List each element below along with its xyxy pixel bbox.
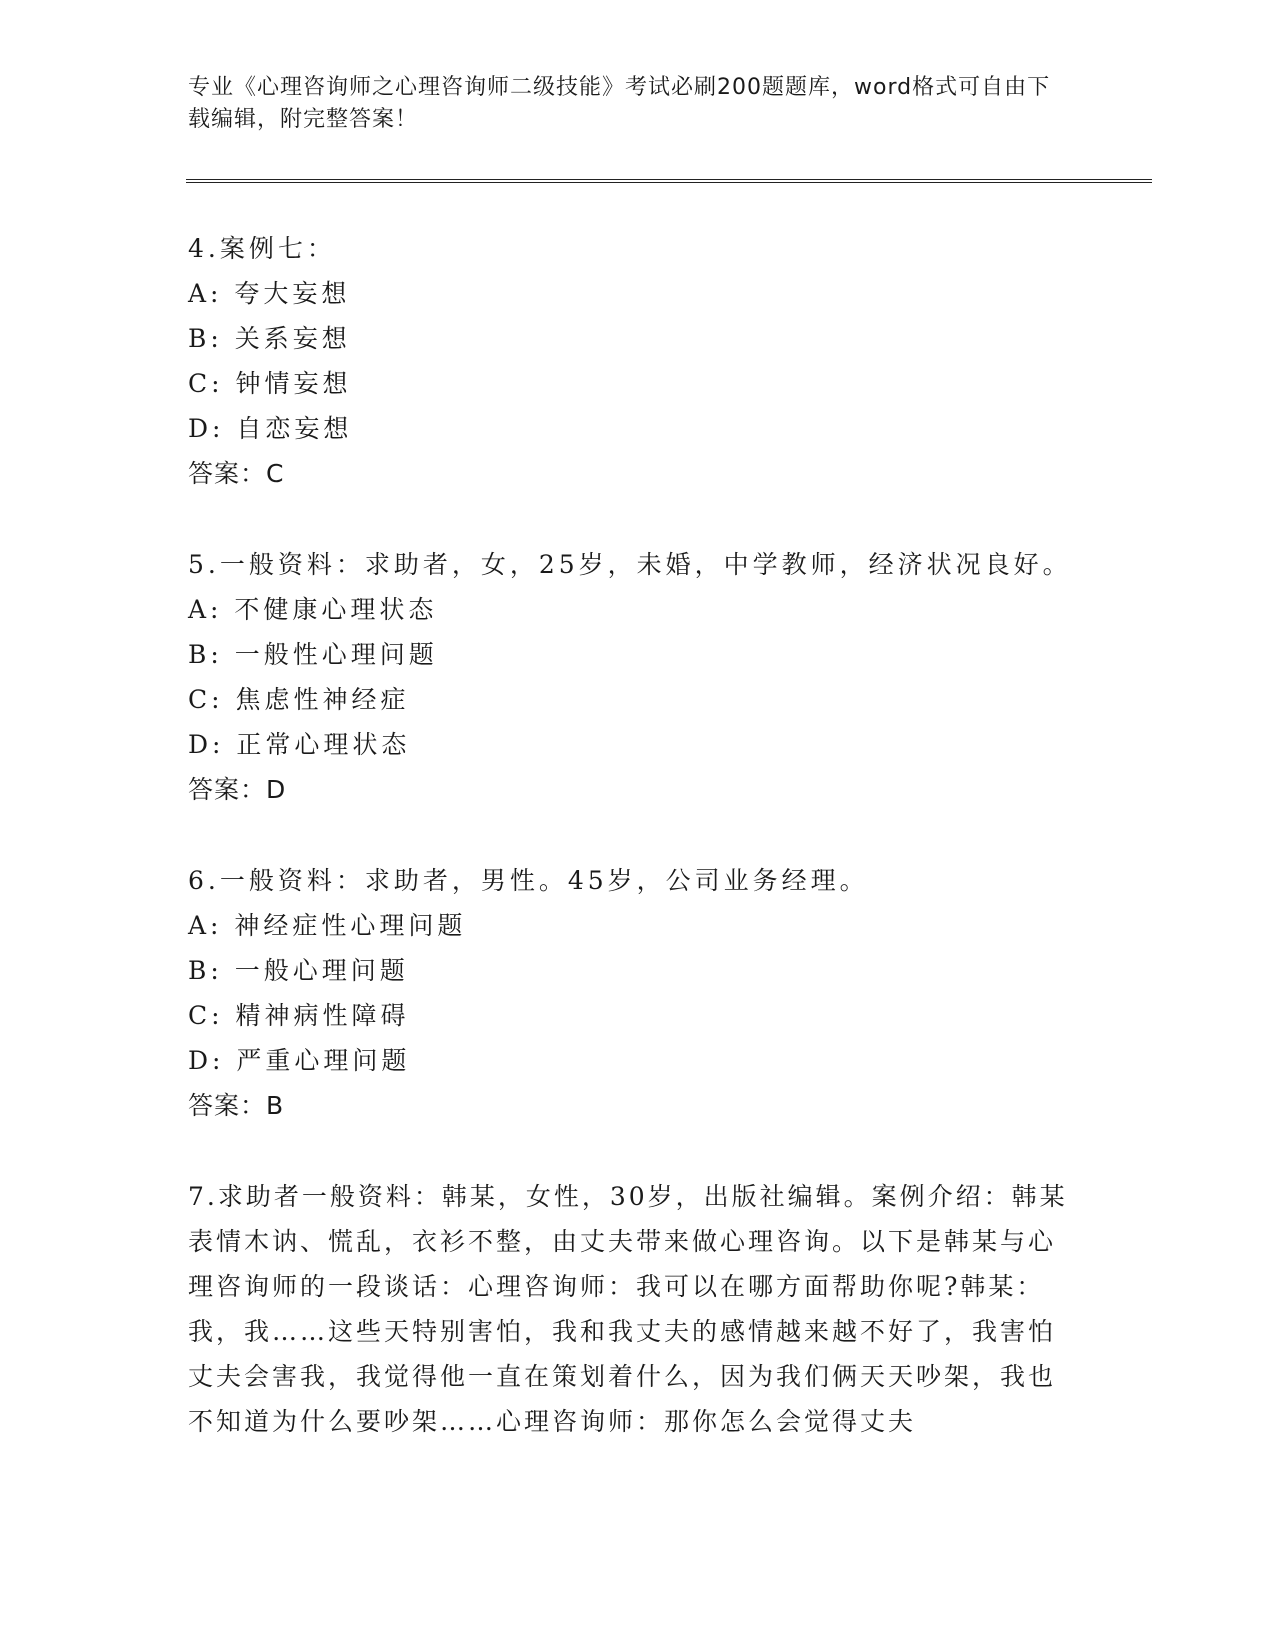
question-stem: 6.一般资料：求助者，男性。45岁，公司业务经理。 xyxy=(188,866,869,895)
option-a: A: 不健康心理状态 xyxy=(188,595,438,624)
question-6 xyxy=(188,858,1068,1128)
question-stem: 7.求助者一般资料：韩某，女性，30岁，出版社编辑。案例介绍：韩某表情木讷、慌乱，衣衫不整，由丈夫带来做心理咨询。以下是韩某与心理咨询师的一段谈话：心理咨询师：我可以在哪方面帮助你呢?韩某：我，我……这些天特别害怕，我和我丈夫的感情越来越不好了，我害怕丈夫会害我，我觉得他一直在策划着什么，因为我们俩天天吵架，我也不知道为什么要吵架……心理咨询师：那你怎么会觉得丈夫 xyxy=(188,1182,1068,1436)
page-header: 专业《心理咨询师之心理咨询师二级技能》考试必刷200题题库，word格式可自由下载编辑，附完整答案！ xyxy=(188,75,1051,132)
option-d: D: 正常心理状态 xyxy=(188,730,411,759)
answer: 答案：C xyxy=(188,459,285,488)
option-c: C: 钟情妄想 xyxy=(188,369,352,398)
option-b: B: 关系妄想 xyxy=(188,324,351,353)
option-c: C: 精神病性障碍 xyxy=(188,1001,410,1030)
answer: 答案：D xyxy=(188,775,287,804)
option-d: D: 严重心理问题 xyxy=(188,1046,411,1075)
question-stem: 4.案例七： xyxy=(188,234,336,263)
option-c: C: 焦虑性神经症 xyxy=(188,685,410,714)
question-stem: 5.一般资料：求助者，女，25岁，未婚，中学教师，经济状况良好。 xyxy=(188,550,1072,579)
question-7 xyxy=(188,1174,1068,1444)
option-b: B: 一般心理问题 xyxy=(188,956,409,985)
header-divider xyxy=(186,179,1152,183)
question-5 xyxy=(188,542,1072,812)
option-b: B: 一般性心理问题 xyxy=(188,640,438,669)
option-a: A: 夸大妄想 xyxy=(188,279,351,308)
option-d: D: 自恋妄想 xyxy=(188,414,353,443)
question-4 xyxy=(188,226,1068,496)
answer: 答案：B xyxy=(188,1091,285,1120)
option-a: A: 神经症性心理问题 xyxy=(188,911,467,940)
